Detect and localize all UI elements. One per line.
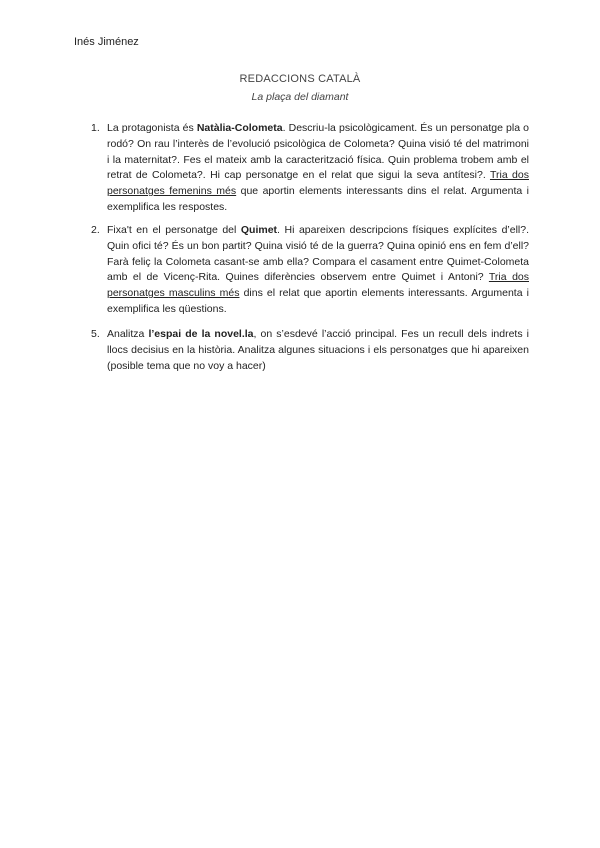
list-item — [91, 223, 529, 318]
item-text-part: Analitza — [107, 328, 149, 340]
item-bold-term: l’espai de la novel.la — [148, 328, 254, 340]
item-text-part: La protagonista és — [107, 122, 197, 134]
item-text-part: . Hi apareixen descripcions físiques explícites d’ell?. Quin ofici té? És un bon partit? Quina visió té de la guerra? Quina opinió ens en fem d’ell? Farà feliç la Colometa casant-se amb ella? Compara el casament entre Quimet-Colometa amb el de Vicenç-Rita. Quines diferències observem entre Quimet i Antoni? — [107, 224, 529, 284]
item-text-part: dins el relat que aportin elements interessants. Argumenta i exemplifica les qüestions. — [107, 287, 529, 315]
item-underlined-phrase: Tria dos personatges femenins més — [107, 169, 529, 198]
list-item — [91, 121, 529, 216]
item-number: 2. — [91, 224, 100, 236]
document-title: REDACCIONS CATALÀ — [239, 73, 361, 85]
item-number: 1. — [91, 122, 100, 134]
item-text-part: que aportin elements interessants dins el relat. Argumenta i exemplifica les respostes. — [107, 185, 529, 213]
item-text — [107, 327, 529, 374]
item-text — [107, 121, 529, 216]
list-item — [91, 327, 529, 374]
item-bold-term: Natàlia-Colometa — [196, 122, 283, 134]
item-bold-term: Quimet — [240, 224, 278, 236]
item-number: 5. — [91, 328, 100, 340]
item-underlined-phrase: Tria dos personatges masculins més — [107, 271, 529, 300]
item-text-part: , on s’esdevé l’acció principal. Fes un recull dels indrets i llocs decisius en la història. Analitza algunes situacions i els personatges que hi apareixen (posible tema que no voy a hacer) — [107, 328, 530, 372]
author-name: Inés Jiménez — [74, 36, 139, 48]
item-text — [107, 223, 529, 318]
item-text-part: Fixa't en el personatge del — [107, 224, 241, 236]
document-subtitle: La plaça del diamant — [251, 91, 349, 103]
item-text-part: . Descriu-la psicològicament. És un personatge pla o rodó? On rau l’interès de l’evolució psicològica de Colometa? Quina visió té del matrimoni i la maternitat?. Fes el mateix amb la caracterització física. Quin problema trobem amb el retrat de Colometa?. Hi cap personatge en el relat que sigui la seva antítesi?. — [107, 122, 529, 182]
